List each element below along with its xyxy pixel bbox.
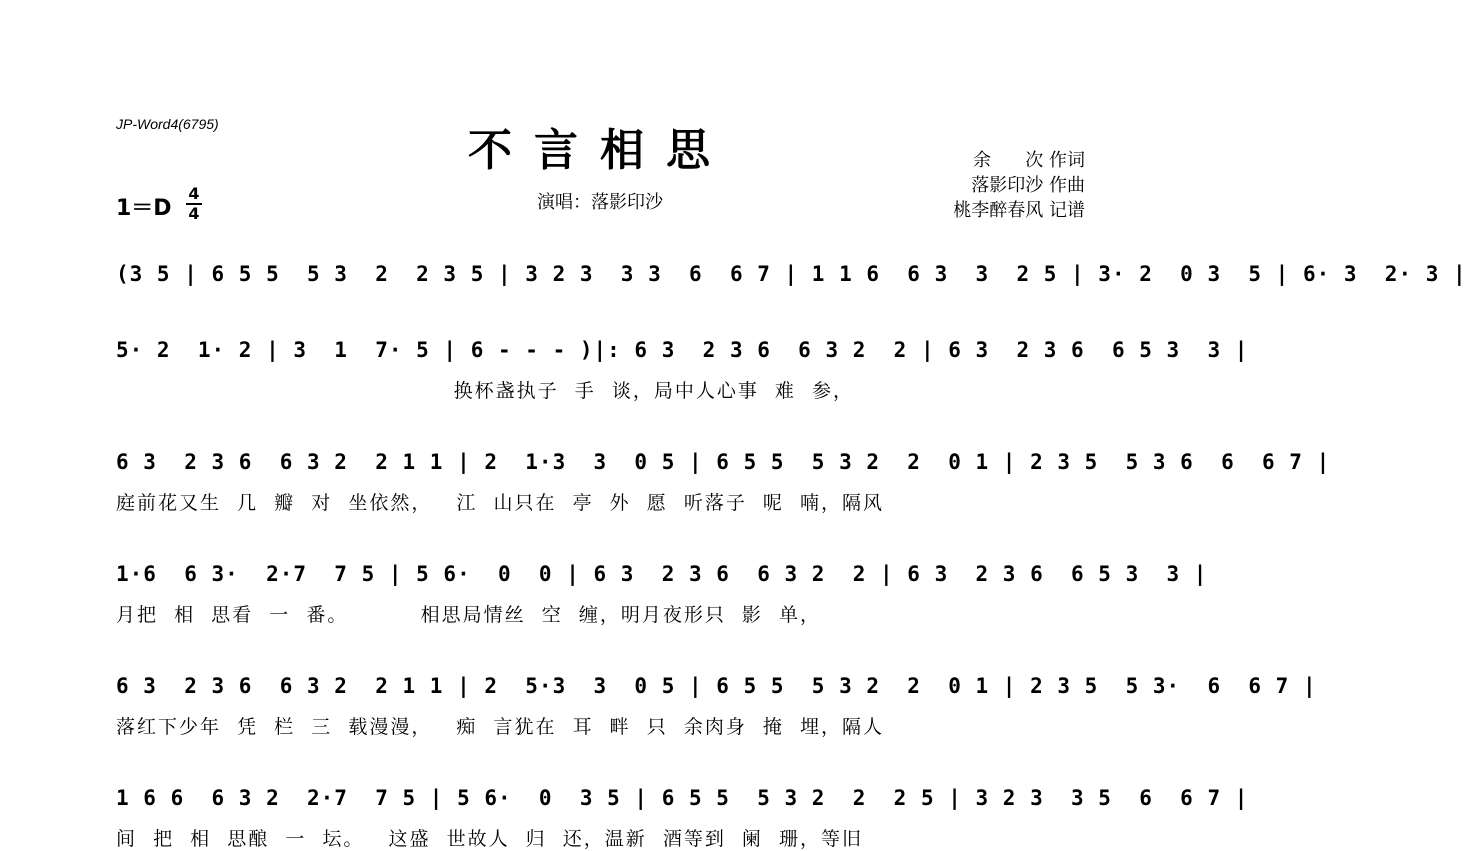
credits-block: [953, 148, 1085, 223]
score-line-1-notes: (3 5 | 6 5 5 5 3 2 2 3 5 | 3 2 3 3 3 6 6 7 | 1 1 6 6 3 3 2 5 | 3· 2 0 3 5 | 6· 3 2· 3 |: [116, 262, 1467, 286]
score-line-4-lyrics: 月把 相 思看 一 番。 相思局情丝 空 缠，明月夜形只 影 单，: [116, 604, 821, 626]
score-line-6-lyrics: 间 把 相 思酿 一 坛。 这盛 世故人 归 还，温新 酒等到 阑 珊，等旧: [116, 828, 863, 850]
score-line-3-notes: 6 3 2 3 6 6 3 2 2 1 1 | 2 1·3 3 0 5 | 6 5 5 5 3 2 2 0 1 | 2 3 5 5 3 6 6 6 7 |: [116, 450, 1331, 474]
score-line-5-notes: 6 3 2 3 6 6 3 2 2 1 1 | 2 5·3 3 0 5 | 6 5 5 5 3 2 2 0 1 | 2 3 5 5 3· 6 6 7 |: [116, 674, 1317, 698]
score-line-3-lyrics: 庭前花又生 几 瓣 对 坐依然， 江 山只在 亭 外 愿 听落子 呢 喃，隔风: [116, 492, 884, 514]
score-line-2-notes: 5· 2 1· 2 | 3 1 7· 5 | 6 - - - )|: 6 3 2 3 6 6 3 2 2 | 6 3 2 3 6 6 5 3 3 |: [116, 338, 1249, 362]
song-title: 不言相思: [468, 125, 732, 176]
key-signature: 1＝D: [116, 196, 172, 221]
time-denominator: 4: [188, 204, 200, 223]
software-label: JP-Word4(6795): [116, 116, 219, 132]
time-signature: [186, 186, 202, 222]
score-line-2-lyrics: 换杯盏执子 手 谈，局中人心事 难 参，: [116, 380, 854, 402]
composer-credit: 落影印沙 作曲: [971, 175, 1085, 196]
singer-credit: 演唱：落影印沙: [537, 192, 663, 213]
lyricist-credit: 余 次 作词: [972, 150, 1085, 171]
score-line-4-notes: 1·6 6 3· 2·7 7 5 | 5 6· 0 0 | 6 3 2 3 6 6 3 2 2 | 6 3 2 3 6 6 5 3 3 |: [116, 562, 1208, 586]
score-line-6-notes: 1 6 6 6 3 2 2·7 7 5 | 5 6· 0 3 5 | 6 5 5 5 3 2 2 2 5 | 3 2 3 3 5 6 6 7 |: [116, 786, 1249, 810]
time-numerator: 4: [188, 184, 200, 203]
score-line-5-lyrics: 落红下少年 凭 栏 三 载漫漫， 痴 言犹在 耳 畔 只 余肉身 掩 埋，隔人: [116, 716, 884, 738]
transcriber-credit: 桃李醉春风 记谱: [953, 200, 1085, 221]
